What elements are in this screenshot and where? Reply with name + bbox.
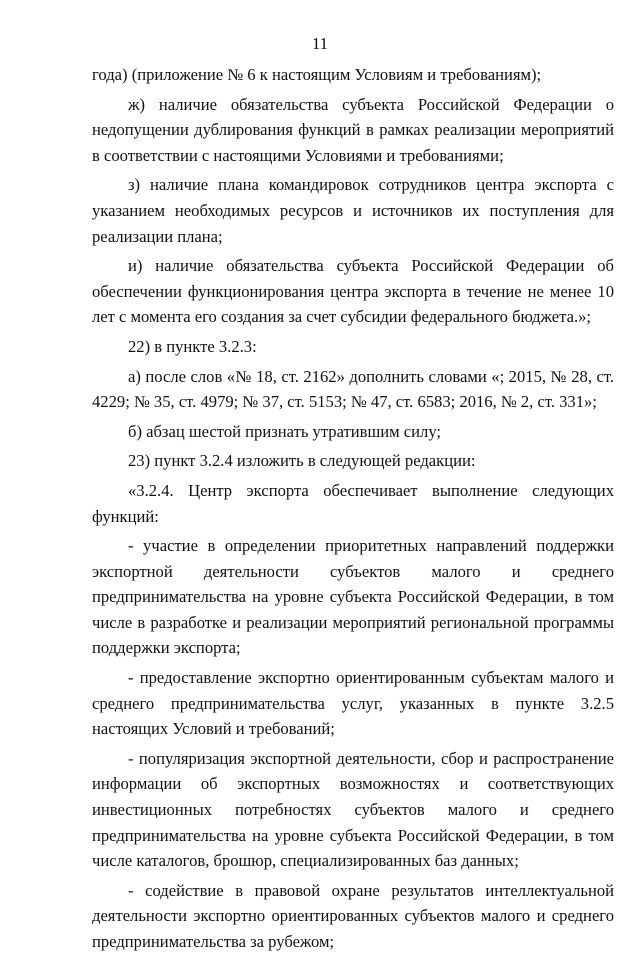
paragraph-continuation: года) (приложение № 6 к настоящим Условиям и требованиям); (92, 65, 542, 84)
paragraph-item-a: а) после слов «№ 18, ст. 2162» дополнить словами «; 2015, № 28, ст. 4229; № 35, ст. 4979; № 37, ст. 5153; № 47, ст. 6583; 2016, № 2, ст. 331»; (92, 366, 614, 412)
paragraph-section-3-2-4: «3.2.4. Центр экспорта обеспечивает выполнение следующих функций: (92, 480, 614, 526)
paragraph-item-zh: ж) наличие обязательства субъекта Российской Федерации о недопущении дублирования функций в рамках реализации мероприятий в соответствии с настоящими Условиями и требованиями; (92, 94, 614, 165)
paragraph-item-23: 23) пункт 3.2.4 изложить в следующей редакции: (128, 451, 476, 471)
paragraph-bullet-4: - содействие в правовой охране результатов интеллектуальной деятельности экспортно ориентированных субъектов малого и среднего предпринимательства за рубежом; (92, 880, 614, 951)
document-body (92, 62, 614, 959)
paragraph-bullet-2: - предоставление экспортно ориентированным субъектам малого и среднего предпринимательства услуг, указанных в пункте 3.2.5 настоящих Условий и требований; (92, 668, 614, 739)
paragraph-item-b: б) абзац шестой признать утратившим силу; (128, 421, 442, 441)
paragraph-bullet-3: - популяризация экспортной деятельности, сбор и распространение информации об экспортных возможностях и соответствующих инвестиционных потребностях субъектов малого и среднего предпринимательства на уровне субъекта Российской Федерации, в том числе каталогов, брошюр, специализированных баз данных; (92, 748, 614, 871)
page-number: 11 (311, 34, 329, 53)
paragraph-item-i: и) наличие обязательства субъекта Российской Федерации об обеспечении функционирования центра экспорта в течение не менее 10 лет с момента его создания за счет субсидии федерального бюджета.»; (92, 256, 614, 327)
paragraph-item-z: з) наличие плана командировок сотрудников центра экспорта с указанием необходимых ресурсов и источников их поступления для реализации плана; (92, 175, 614, 246)
paragraph-bullet-1: - участие в определении приоритетных направлений поддержки экспортной деятельности субъектов малого и среднего предпринимательства на уровне субъекта Российской Федерации, в том числе в разработке и реализации мероприятий региональной программы поддержки экспорта; (92, 536, 614, 658)
paragraph-item-22: 22) в пункте 3.2.3: (128, 336, 257, 356)
